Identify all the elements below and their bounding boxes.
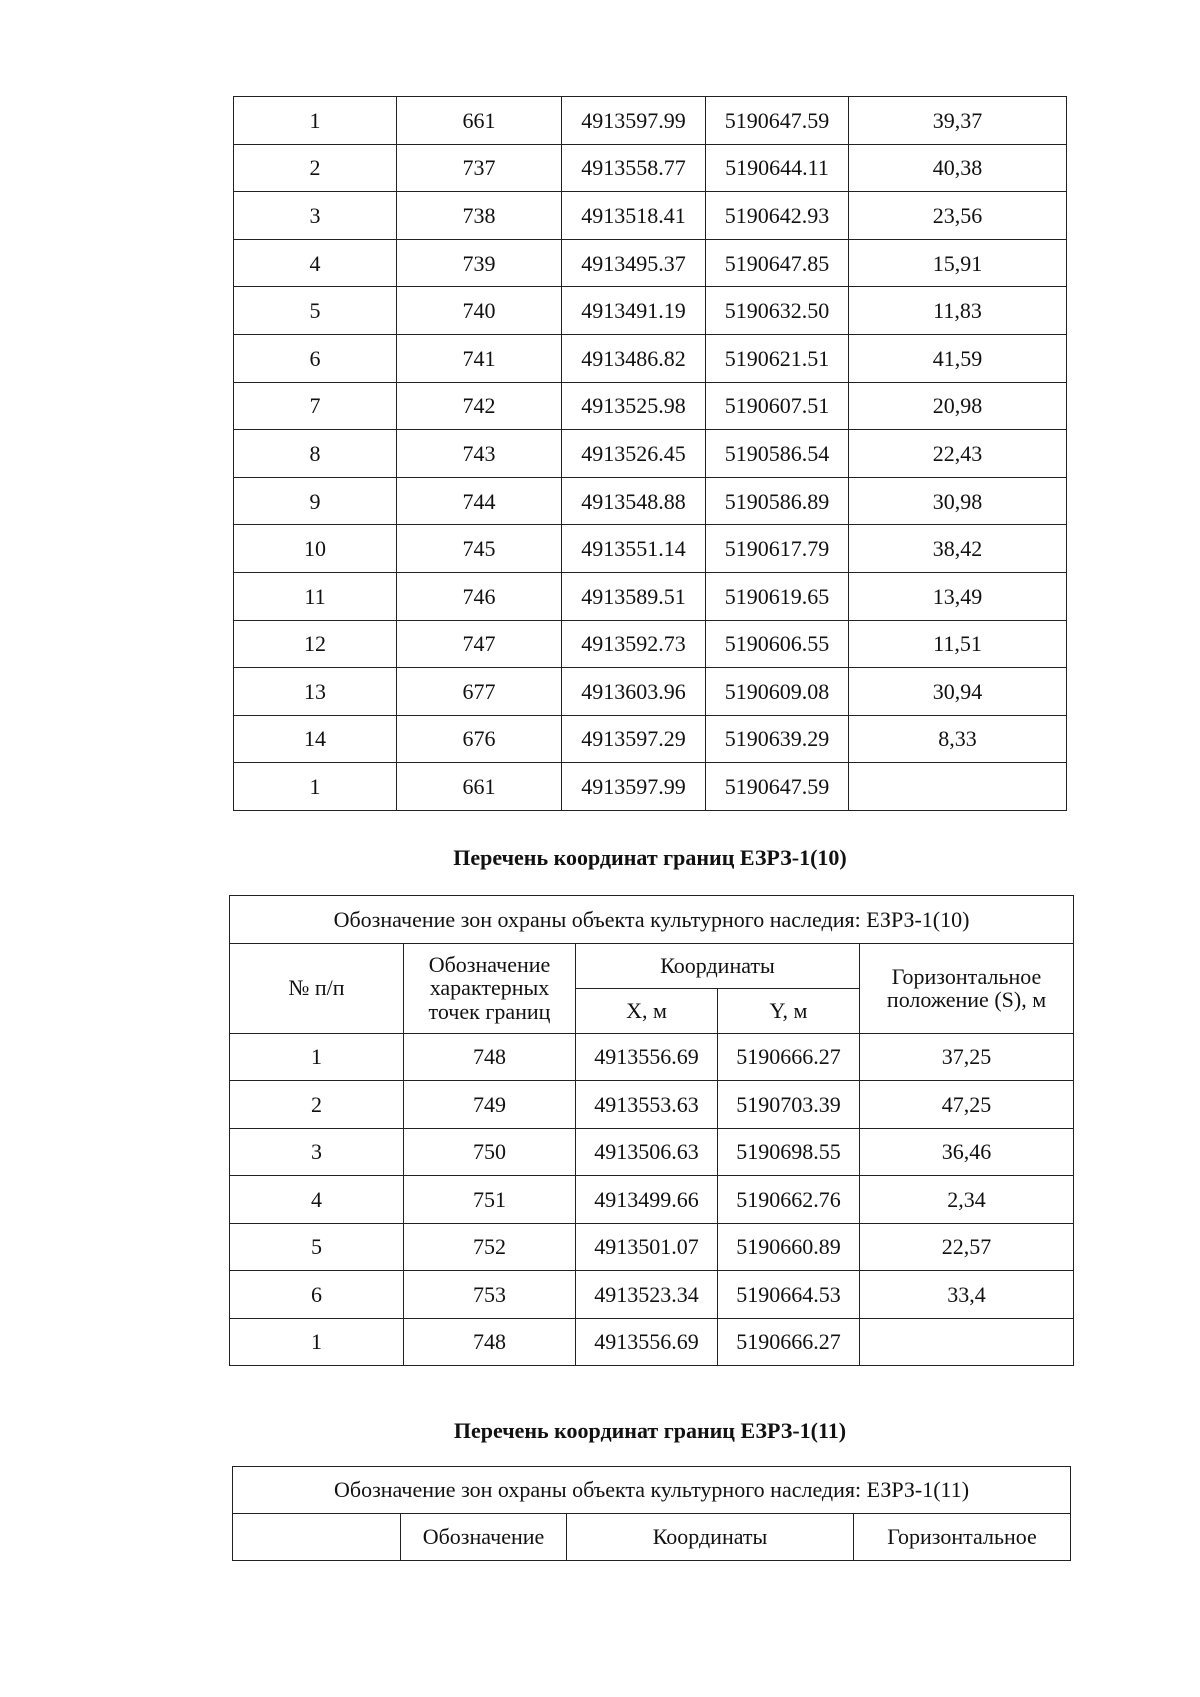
table-row: [234, 525, 1067, 573]
cell-y: 5190606.55: [706, 620, 849, 668]
cell-x: 4913551.14: [562, 525, 706, 573]
cell-x: 4913553.63: [576, 1081, 718, 1129]
table-row: [230, 1318, 1074, 1366]
header-point: Обозначение: [401, 1514, 567, 1561]
cell-y: 5190664.53: [718, 1271, 860, 1319]
cell-y: 5190609.08: [706, 668, 849, 716]
table-row: [234, 715, 1067, 763]
cell-num: 12: [234, 620, 397, 668]
cell-point: 661: [397, 97, 562, 145]
cell-horizontal: 11,83: [849, 287, 1067, 335]
section-heading-ezrz-1-11: Перечень координат границ ЕЗРЗ-1(11): [453, 1418, 847, 1443]
cell-point: 753: [404, 1271, 576, 1319]
cell-num: 9: [234, 477, 397, 525]
cell-horizontal: 30,94: [849, 668, 1067, 716]
cell-y: 5190619.65: [706, 572, 849, 620]
header-coordinates: Координаты: [576, 943, 860, 988]
cell-num: 13: [234, 668, 397, 716]
table-caption: Обозначение зон охраны объекта культурного наследия: ЕЗРЗ-1(11): [233, 1467, 1071, 1514]
cell-point: 740: [397, 287, 562, 335]
table-row: [230, 1176, 1074, 1224]
table-row: [234, 239, 1067, 287]
cell-y: 5190698.55: [718, 1128, 860, 1176]
cell-y: 5190586.54: [706, 430, 849, 478]
table-row: [234, 477, 1067, 525]
table-row: [234, 430, 1067, 478]
table-caption-row: [230, 896, 1074, 944]
table-row: [234, 97, 1067, 145]
cell-point: 749: [404, 1081, 576, 1129]
cell-horizontal: 30,98: [849, 477, 1067, 525]
cell-horizontal: 13,49: [849, 572, 1067, 620]
table-row: [230, 1033, 1074, 1081]
table-row: [230, 1081, 1074, 1129]
header-horizontal: Горизонтальное: [854, 1514, 1071, 1561]
table-row: [234, 668, 1067, 716]
cell-x: 4913597.29: [562, 715, 706, 763]
cell-point: 747: [397, 620, 562, 668]
cell-y: 5190621.51: [706, 334, 849, 382]
cell-y: 5190647.85: [706, 239, 849, 287]
cell-x: 4913589.51: [562, 572, 706, 620]
header-horizontal: Горизонтальное положение (S), м: [860, 943, 1074, 1033]
cell-x: 4913523.34: [576, 1271, 718, 1319]
cell-point: 744: [397, 477, 562, 525]
table-row: [230, 1271, 1074, 1319]
cell-horizontal: [849, 763, 1067, 811]
coordinates-table-previous: [233, 96, 1067, 811]
table-row: [234, 287, 1067, 335]
cell-num: 3: [234, 192, 397, 240]
header-point: Обозначение характерных точек границ: [404, 943, 576, 1033]
cell-point: 676: [397, 715, 562, 763]
cell-x: 4913597.99: [562, 97, 706, 145]
cell-y: 5190660.89: [718, 1223, 860, 1271]
cell-num: 1: [230, 1318, 404, 1366]
cell-num: 5: [230, 1223, 404, 1271]
cell-y: 5190617.79: [706, 525, 849, 573]
cell-point: 738: [397, 192, 562, 240]
cell-num: 11: [234, 572, 397, 620]
cell-horizontal: 39,37: [849, 97, 1067, 145]
cell-x: 4913525.98: [562, 382, 706, 430]
cell-x: 4913506.63: [576, 1128, 718, 1176]
cell-x: 4913518.41: [562, 192, 706, 240]
cell-point: 752: [404, 1223, 576, 1271]
cell-horizontal: 33,4: [860, 1271, 1074, 1319]
cell-y: 5190639.29: [706, 715, 849, 763]
cell-point: 748: [404, 1033, 576, 1081]
coordinates-table-ezrz-1-10-body: [230, 1033, 1074, 1366]
cell-num: 5: [234, 287, 397, 335]
cell-horizontal: 2,34: [860, 1176, 1074, 1224]
cell-x: 4913491.19: [562, 287, 706, 335]
cell-y: 5190644.11: [706, 144, 849, 192]
cell-num: 4: [234, 239, 397, 287]
cell-num: 4: [230, 1176, 404, 1224]
cell-point: 737: [397, 144, 562, 192]
table-row: [234, 334, 1067, 382]
cell-y: 5190666.27: [718, 1033, 860, 1081]
header-x: X, м: [576, 988, 718, 1033]
cell-point: 741: [397, 334, 562, 382]
cell-point: 742: [397, 382, 562, 430]
table-row: [234, 620, 1067, 668]
cell-num: 14: [234, 715, 397, 763]
cell-point: 661: [397, 763, 562, 811]
cell-y: 5190647.59: [706, 97, 849, 145]
cell-num: 10: [234, 525, 397, 573]
cell-horizontal: 40,38: [849, 144, 1067, 192]
table-row: [230, 1223, 1074, 1271]
coordinates-table-ezrz-1-11: [232, 1466, 1071, 1561]
cell-y: 5190662.76: [718, 1176, 860, 1224]
table-header-row: [230, 943, 1074, 988]
cell-y: 5190647.59: [706, 763, 849, 811]
cell-horizontal: 22,43: [849, 430, 1067, 478]
header-coordinates: Координаты: [567, 1514, 854, 1561]
cell-horizontal: 23,56: [849, 192, 1067, 240]
cell-horizontal: 15,91: [849, 239, 1067, 287]
cell-point: 751: [404, 1176, 576, 1224]
cell-point: 743: [397, 430, 562, 478]
cell-horizontal: 41,59: [849, 334, 1067, 382]
cell-horizontal: 8,33: [849, 715, 1067, 763]
cell-x: 4913592.73: [562, 620, 706, 668]
cell-num: 2: [230, 1081, 404, 1129]
table-row: [234, 763, 1067, 811]
cell-horizontal: 20,98: [849, 382, 1067, 430]
cell-horizontal: [860, 1318, 1074, 1366]
cell-num: 1: [234, 763, 397, 811]
coordinates-table-previous-body: [234, 97, 1067, 811]
cell-y: 5190642.93: [706, 192, 849, 240]
cell-num: 8: [234, 430, 397, 478]
cell-x: 4913499.66: [576, 1176, 718, 1224]
cell-y: 5190607.51: [706, 382, 849, 430]
cell-x: 4913526.45: [562, 430, 706, 478]
cell-point: 746: [397, 572, 562, 620]
cell-num: 3: [230, 1128, 404, 1176]
cell-horizontal: 47,25: [860, 1081, 1074, 1129]
coordinates-table-ezrz-1-10: [229, 895, 1074, 1366]
table-row: [234, 144, 1067, 192]
cell-x: 4913603.96: [562, 668, 706, 716]
section-heading-ezrz-1-10: Перечень координат границ ЕЗРЗ-1(10): [453, 845, 847, 870]
cell-x: 4913556.69: [576, 1318, 718, 1366]
cell-x: 4913486.82: [562, 334, 706, 382]
cell-num: 6: [230, 1271, 404, 1319]
cell-num: 1: [230, 1033, 404, 1081]
cell-x: 4913495.37: [562, 239, 706, 287]
cell-point: 748: [404, 1318, 576, 1366]
cell-y: 5190666.27: [718, 1318, 860, 1366]
cell-horizontal: 11,51: [849, 620, 1067, 668]
cell-point: 739: [397, 239, 562, 287]
cell-x: 4913501.07: [576, 1223, 718, 1271]
cell-horizontal: 38,42: [849, 525, 1067, 573]
cell-x: 4913548.88: [562, 477, 706, 525]
cell-num: 2: [234, 144, 397, 192]
table-row: [234, 382, 1067, 430]
cell-x: 4913556.69: [576, 1033, 718, 1081]
table-caption-row: [233, 1467, 1071, 1514]
table-caption: Обозначение зон охраны объекта культурного наследия: ЕЗРЗ-1(10): [230, 896, 1074, 944]
cell-num: 7: [234, 382, 397, 430]
header-num: № п/п: [230, 943, 404, 1033]
header-num: [233, 1514, 401, 1561]
cell-x: 4913558.77: [562, 144, 706, 192]
cell-horizontal: 36,46: [860, 1128, 1074, 1176]
cell-horizontal: 37,25: [860, 1033, 1074, 1081]
cell-y: 5190703.39: [718, 1081, 860, 1129]
cell-y: 5190586.89: [706, 477, 849, 525]
cell-num: 1: [234, 97, 397, 145]
cell-point: 745: [397, 525, 562, 573]
cell-point: 750: [404, 1128, 576, 1176]
cell-horizontal: 22,57: [860, 1223, 1074, 1271]
cell-y: 5190632.50: [706, 287, 849, 335]
cell-x: 4913597.99: [562, 763, 706, 811]
table-row: [234, 572, 1067, 620]
table-row: [234, 192, 1067, 240]
table-header-row: [233, 1514, 1071, 1561]
cell-point: 677: [397, 668, 562, 716]
header-y: Y, м: [718, 988, 860, 1033]
cell-num: 6: [234, 334, 397, 382]
table-row: [230, 1128, 1074, 1176]
